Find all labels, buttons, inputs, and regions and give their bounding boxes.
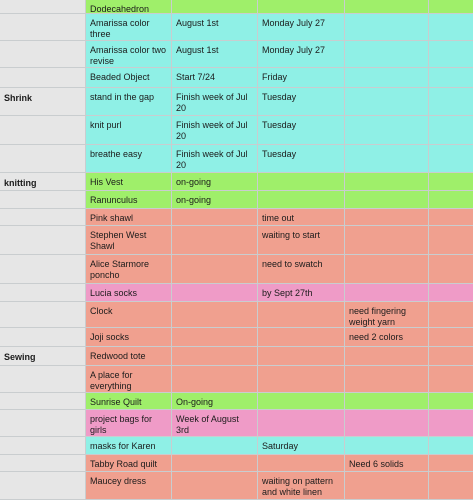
table-cell[interactable] [258,455,345,472]
table-row [0,14,473,41]
row-group-label[interactable] [0,302,86,328]
table-cell[interactable] [172,209,258,226]
table-cell[interactable]: Friday [258,68,345,88]
table-cell[interactable]: need 2 colors [345,328,429,347]
table-cell[interactable] [345,145,429,173]
table-cell[interactable]: Stephen West Shawl [86,226,172,255]
table-cell[interactable]: August 1st [172,14,258,41]
table-cell[interactable]: need fingering weight yarn [345,302,429,328]
table-cell[interactable] [172,255,258,284]
table-cell[interactable] [258,410,345,437]
table-cell[interactable]: Pink shawl [86,209,172,226]
table-cell[interactable] [345,0,429,14]
table-cell[interactable]: breathe easy [86,145,172,173]
table-cell[interactable]: stand in the gap [86,88,172,116]
table-row [0,191,473,209]
row-group-label[interactable] [0,226,86,255]
table-cell[interactable] [345,14,429,41]
table-row [0,41,473,68]
table-cell[interactable]: Tuesday [258,116,345,145]
row-group-label[interactable] [0,410,86,437]
table-cell[interactable] [429,347,473,366]
table-cell[interactable] [429,209,473,226]
row-group-label[interactable] [0,209,86,226]
table-cell[interactable] [172,0,258,14]
table-row [0,284,473,302]
table-cell[interactable] [345,437,429,455]
table-cell[interactable]: Monday July 27 [258,41,345,68]
row-group-label[interactable]: knitting [0,173,86,191]
row-group-label[interactable] [0,472,86,500]
table-cell[interactable] [345,41,429,68]
table-cell[interactable] [258,0,345,14]
table-cell[interactable]: Finish week of Jul 20 [172,145,258,173]
table-cell[interactable] [345,410,429,437]
table-cell[interactable] [429,302,473,328]
row-group-label[interactable]: Shrink [0,88,86,116]
table-cell[interactable] [258,173,345,191]
table-row [0,88,473,116]
table-cell[interactable] [429,14,473,41]
row-group-label[interactable]: Sewing [0,347,86,366]
table-cell[interactable]: waiting to start [258,226,345,255]
table-cell[interactable]: Sunrise Quilt [86,393,172,410]
table-cell[interactable] [172,472,258,500]
table-cell[interactable] [258,347,345,366]
row-group-label[interactable] [0,41,86,68]
table-cell[interactable]: Amarissa color two revise [86,41,172,68]
table-row [0,393,473,410]
table-cell[interactable] [429,328,473,347]
table-cell[interactable] [258,328,345,347]
table-cell[interactable]: Lucia socks [86,284,172,302]
table-cell[interactable]: masks for Karen [86,437,172,455]
row-group-label[interactable] [0,255,86,284]
row-group-label[interactable] [0,116,86,145]
table-row [0,366,473,393]
table-row [0,226,473,255]
table-cell[interactable]: Redwood tote [86,347,172,366]
row-group-label[interactable] [0,328,86,347]
table-cell[interactable]: A place for everything [86,366,172,393]
row-group-label[interactable] [0,14,86,41]
table-cell[interactable] [429,284,473,302]
table-cell[interactable] [429,455,473,472]
table-cell[interactable] [429,255,473,284]
table-cell[interactable]: Week of August 3rd [172,410,258,437]
table-row [0,410,473,437]
table-cell[interactable] [345,88,429,116]
table-cell[interactable] [345,255,429,284]
table-cell[interactable]: on-going [172,191,258,209]
table-cell[interactable]: August 1st [172,41,258,68]
table-row [0,437,473,455]
table-cell[interactable] [172,302,258,328]
table-cell[interactable] [345,226,429,255]
table-cell[interactable]: Finish week of Jul 20 [172,88,258,116]
row-group-label[interactable] [0,68,86,88]
table-cell[interactable] [172,284,258,302]
table-cell[interactable]: Joji socks [86,328,172,347]
table-cell[interactable] [345,393,429,410]
table-cell[interactable] [172,455,258,472]
table-cell[interactable] [172,437,258,455]
table-cell[interactable] [429,191,473,209]
table-row [0,347,473,366]
table-cell[interactable]: by Sept 27th [258,284,345,302]
row-group-label[interactable] [0,0,86,14]
table-cell[interactable]: need to swatch [258,255,345,284]
table-cell[interactable] [429,437,473,455]
table-cell[interactable] [258,393,345,410]
table-cell[interactable]: project bags for girls [86,410,172,437]
table-cell[interactable]: Need 6 solids [345,455,429,472]
table-cell[interactable]: Beaded Object [86,68,172,88]
table-cell[interactable]: Clock [86,302,172,328]
table-cell[interactable]: On-going [172,393,258,410]
table-cell[interactable] [429,88,473,116]
table-cell[interactable]: Start 7/24 [172,68,258,88]
row-group-label[interactable] [0,145,86,173]
table-cell[interactable] [429,393,473,410]
table-cell[interactable] [345,284,429,302]
table-cell[interactable] [429,226,473,255]
table-cell[interactable]: His Vest [86,173,172,191]
table-cell[interactable] [258,366,345,393]
table-cell[interactable] [429,41,473,68]
table-cell[interactable] [429,366,473,393]
table-cell[interactable] [429,68,473,88]
table-cell[interactable] [172,328,258,347]
table-cell[interactable] [429,145,473,173]
table-cell[interactable] [345,472,429,500]
table-cell[interactable]: Monday July 27 [258,14,345,41]
table-row [0,328,473,347]
table-cell[interactable] [345,347,429,366]
table-cell[interactable]: on-going [172,173,258,191]
table-cell[interactable]: Maucey dress [86,472,172,500]
row-group-label[interactable] [0,437,86,455]
table-cell[interactable] [345,173,429,191]
table-cell[interactable] [345,366,429,393]
table-row [0,472,473,500]
table-cell[interactable] [172,366,258,393]
row-group-label[interactable] [0,366,86,393]
table-row [0,255,473,284]
table-cell[interactable] [429,472,473,500]
table-cell[interactable] [429,0,473,14]
table-row [0,302,473,328]
table-cell[interactable]: Finish week of Jul 20 [172,116,258,145]
table-cell[interactable]: Saturday [258,437,345,455]
table-row [0,455,473,472]
table-cell[interactable] [345,68,429,88]
table-row [0,116,473,145]
table-cell[interactable] [258,302,345,328]
table-cell[interactable] [429,410,473,437]
table-cell[interactable] [172,226,258,255]
table-cell[interactable]: Alice Starmore poncho [86,255,172,284]
table-cell[interactable]: waiting on pattern and white linen [258,472,345,500]
table-cell[interactable]: Amarissa color three [86,14,172,41]
table-row [0,209,473,226]
table-cell[interactable]: Tuesday [258,145,345,173]
table-cell[interactable]: knit purl [86,116,172,145]
table-cell[interactable] [172,347,258,366]
table-row [0,145,473,173]
table-cell[interactable] [345,191,429,209]
table-cell[interactable] [345,116,429,145]
table-cell[interactable] [258,191,345,209]
row-group-label[interactable] [0,284,86,302]
table-cell[interactable] [429,173,473,191]
row-group-label[interactable] [0,455,86,472]
row-group-label[interactable] [0,191,86,209]
table-row [0,0,473,14]
table-cell[interactable]: Tabby Road quilt [86,455,172,472]
table-row [0,173,473,191]
table-cell[interactable]: time out [258,209,345,226]
table-cell[interactable]: Dodecahedron [86,0,172,14]
table-cell[interactable] [429,116,473,145]
table-cell[interactable]: Tuesday [258,88,345,116]
table-row [0,68,473,88]
row-group-label[interactable] [0,393,86,410]
table-cell[interactable]: Ranunculus [86,191,172,209]
table-cell[interactable] [345,209,429,226]
